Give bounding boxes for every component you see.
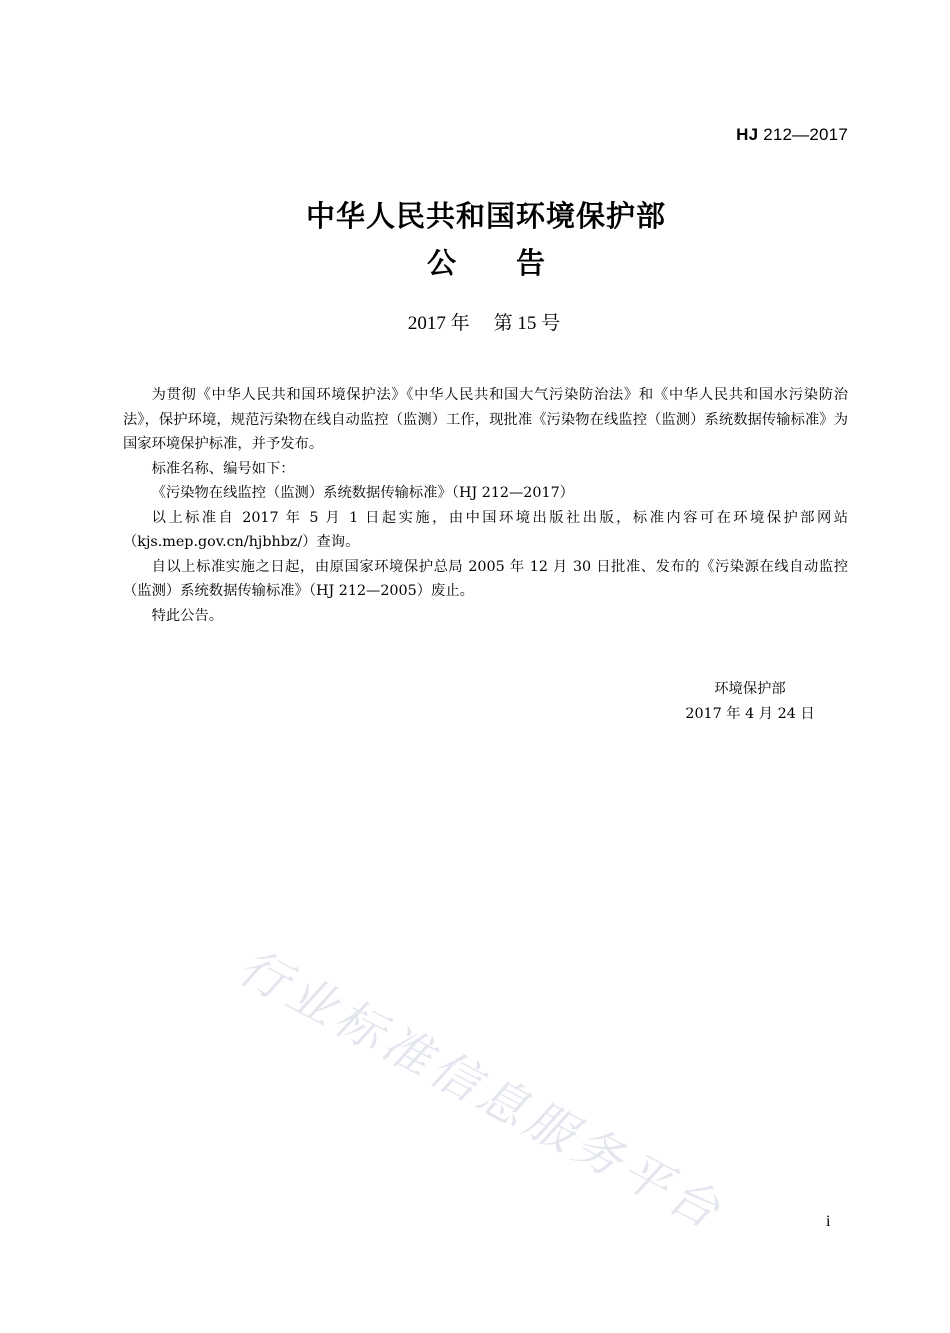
body-paragraph: 特此公告。: [151, 607, 224, 624]
issue-number: [0, 308, 950, 335]
announcement-title: [0, 241, 950, 282]
body-paragraph: 以上标准自 2017 年 5 月 1 日起实施，由中国环境出版社出版，标准内容可在环境保护部网站（kjs.mep.gov.cn/hjbhbz/）查询。: [123, 509, 848, 550]
watermark: 行业标准信息服务平台: [229, 938, 733, 1242]
announcement-title-char-1: 公: [426, 246, 456, 280]
standard-code-number: 212—2017: [763, 125, 848, 144]
issue-no: 第 15 号: [493, 313, 561, 334]
standard-code: [736, 125, 848, 145]
body-paragraph: 标准名称、编号如下：: [151, 460, 295, 477]
page-number: i: [826, 1213, 831, 1230]
signature-date: 2017 年 4 月 24 日: [685, 706, 815, 722]
body-paragraph: 《污染物在线监控（监测）系统数据传输标准》（HJ 212—2017）: [151, 485, 574, 501]
issue-year: 2017 年: [407, 313, 470, 334]
body-paragraph: 为贯彻《中华人民共和国环境保护法》《中华人民共和国大气污染防治法》和《中华人民共和国水污染防治法》，保护环境，规范污染物在线自动监控（监测）工作，现批准《污染物在线监控（监测）系统数据传输标准》为国家环境保护标准，并予发布。: [123, 387, 848, 452]
issuer-title: 中华人民共和国环境保护部: [305, 199, 666, 233]
announcement-body: [123, 383, 848, 628]
standard-code-prefix: HJ: [736, 125, 759, 144]
body-paragraph: 自以上标准实施之日起，由原国家环境保护总局 2005 年 12 月 30 日批准、发布的《污染源在线自动监控（监测）系统数据传输标准》（HJ 212—2005）废止。: [123, 558, 848, 599]
announcement-title-char-2: 告: [516, 246, 546, 280]
signature-org: 环境保护部: [714, 681, 786, 697]
